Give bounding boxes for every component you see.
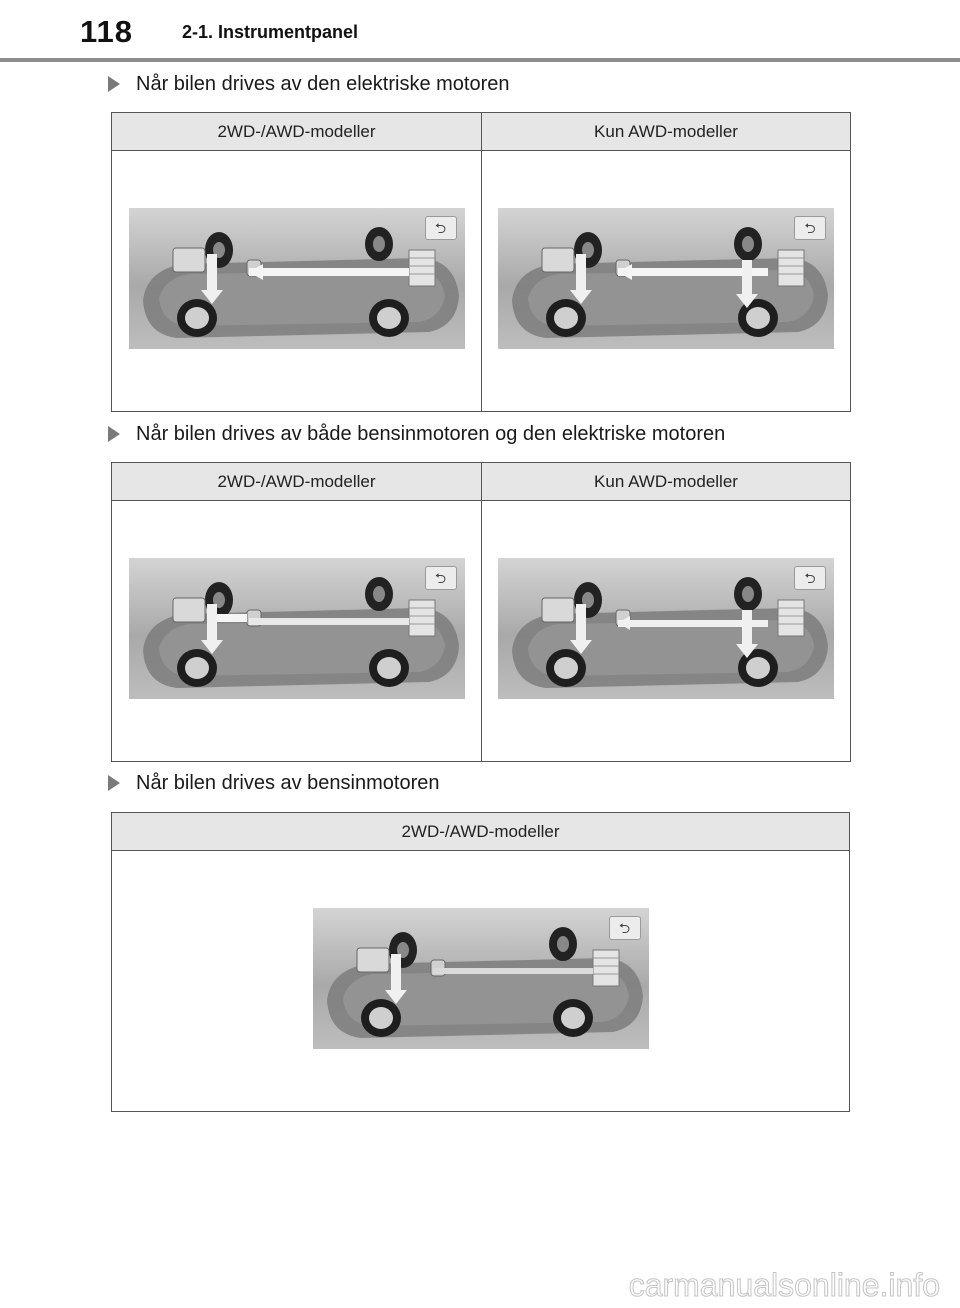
diagram-cell [112,501,482,762]
back-arrow-icon: ⮌ [794,216,826,240]
section-heading-text: Når bilen drives av den elektriske motoren [136,72,510,95]
section-heading-hybrid [108,421,725,447]
page-number: 118 [80,14,134,49]
back-arrow-icon: ⮌ [425,566,457,590]
header-divider [0,58,960,62]
back-arrow-icon: ⮌ [425,216,457,240]
energy-monitor-image [129,558,465,699]
section-heading-text: Når bilen drives av både bensinmotoren og den elektriske motoren [136,422,726,445]
diagram-cell [482,501,851,762]
section-heading-petrol [108,770,440,796]
bullet-triangle-icon [108,76,120,92]
car-energy-flow-graphic [129,208,465,349]
energy-monitor-image [129,208,465,349]
bullet-triangle-icon [108,775,120,791]
car-energy-flow-graphic [498,558,834,699]
diagram-cell [112,151,482,412]
table-electric [111,112,851,412]
column-header-awd-only: Kun AWD-modeller [482,113,851,151]
energy-monitor-image [498,208,834,349]
bullet-triangle-icon [108,426,120,442]
section-heading-text: Når bilen drives av bensinmotoren [136,771,440,794]
table-petrol [111,812,850,1112]
back-arrow-icon: ⮌ [794,566,826,590]
car-energy-flow-graphic [313,908,649,1049]
column-header-2wd-awd: 2WD-/AWD-modeller [112,813,850,851]
column-header-awd-only: Kun AWD-modeller [482,463,851,501]
column-header-2wd-awd: 2WD-/AWD-modeller [112,113,482,151]
car-energy-flow-graphic [129,558,465,699]
back-arrow-icon: ⮌ [609,916,641,940]
section-heading-electric [108,71,510,97]
energy-monitor-image [498,558,834,699]
chapter-title: 2-1. Instrumentpanel [182,22,359,42]
car-energy-flow-graphic [498,208,834,349]
diagram-cell [482,151,851,412]
table-hybrid [111,462,851,762]
column-header-2wd-awd: 2WD-/AWD-modeller [112,463,482,501]
watermark: carmanualsonline.info [628,1267,940,1303]
energy-monitor-image [313,908,649,1049]
diagram-cell [112,851,850,1112]
